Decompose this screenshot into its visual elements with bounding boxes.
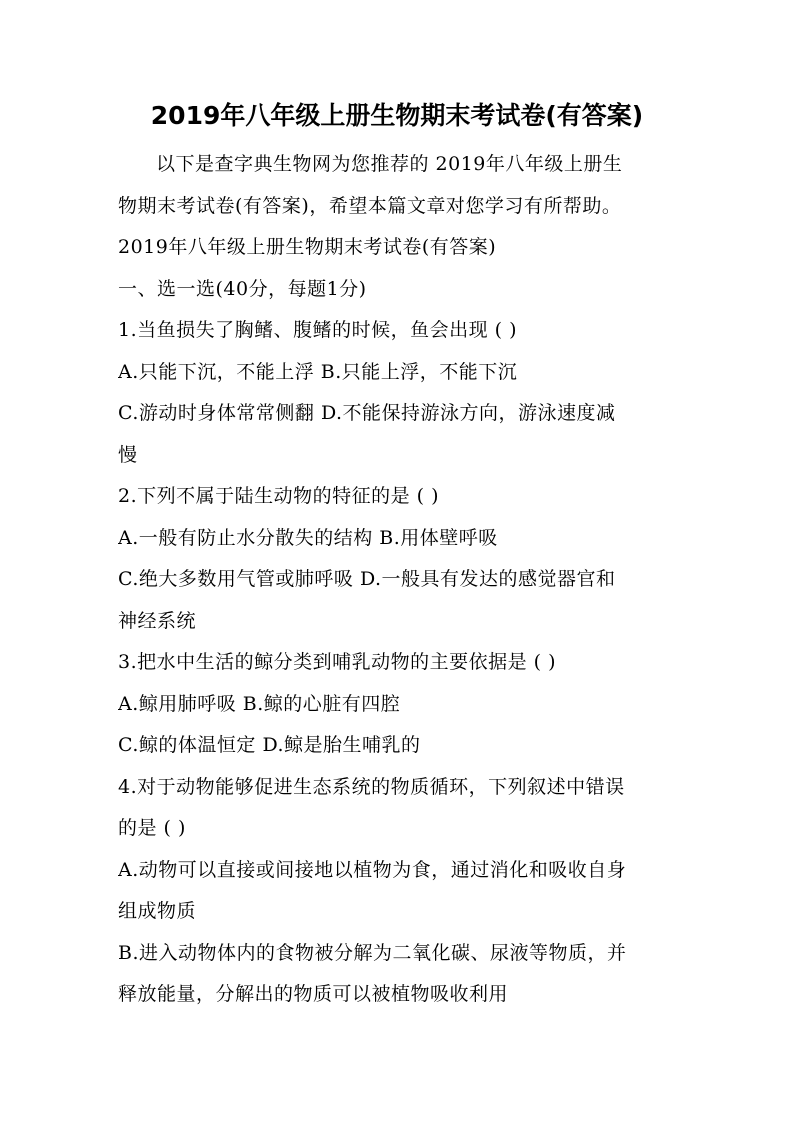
question-option: A.鲸用肺呼吸 B.鲸的心脏有四腔 — [118, 692, 401, 715]
question-stem: 的是 ( ) — [118, 817, 186, 839]
document-title: 2019年八年级上册生物期末考试卷(有答案) — [150, 101, 644, 130]
question-option: C.游动时身体常常侧翻 D.不能保持游泳方向，游泳速度减 — [118, 402, 616, 424]
question-option: 组成物质 — [118, 900, 197, 922]
question-option: C.绝大多数用气管或肺呼吸 D.一般具有发达的感觉器官和 — [118, 568, 616, 590]
question-3 — [118, 642, 678, 767]
section-heading: 一、选一选(40分，每题1分) — [118, 277, 367, 300]
question-option: B.进入动物体内的食物被分解为二氧化碳、尿液等物质，并 — [118, 941, 627, 964]
question-stem: 4.对于动物能够促进生态系统的物质循环，下列叙述中错误 — [118, 775, 625, 798]
question-option: C.鲸的体温恒定 D.鲸是胎生哺乳的 — [118, 734, 421, 756]
document-body — [118, 144, 678, 1016]
intro-line: 物期末考试卷(有答案)，希望本篇文章对您学习有所帮助。 — [118, 194, 622, 217]
question-option: A.只能下沉，不能上浮 B.只能上浮，不能下沉 — [118, 360, 518, 383]
question-2 — [118, 476, 678, 642]
intro-line: 以下是查字典生物网为您推荐的 2019年八年级上册生 — [156, 153, 623, 175]
exam-subtitle: 2019年八年级上册生物期末考试卷(有答案) — [118, 236, 497, 258]
question-stem: 2.下列不属于陆生动物的特征的是 ( ) — [118, 485, 440, 507]
question-stem: 3.把水中生活的鲸分类到哺乳动物的主要依据是 ( ) — [118, 651, 557, 673]
question-4 — [118, 767, 678, 1016]
question-option: 释放能量，分解出的物质可以被植物吸收利用 — [118, 983, 509, 1005]
question-1 — [118, 310, 678, 476]
question-stem: 1.当鱼损失了胸鳍、腹鳍的时候，鱼会出现 ( ) — [118, 319, 518, 341]
question-option: 慢 — [118, 443, 138, 466]
question-option: 神经系统 — [118, 609, 197, 632]
question-option: A.一般有防止水分散失的结构 B.用体壁呼吸 — [118, 526, 498, 549]
question-option: A.动物可以直接或间接地以植物为食，通过消化和吸收自身 — [118, 858, 627, 881]
